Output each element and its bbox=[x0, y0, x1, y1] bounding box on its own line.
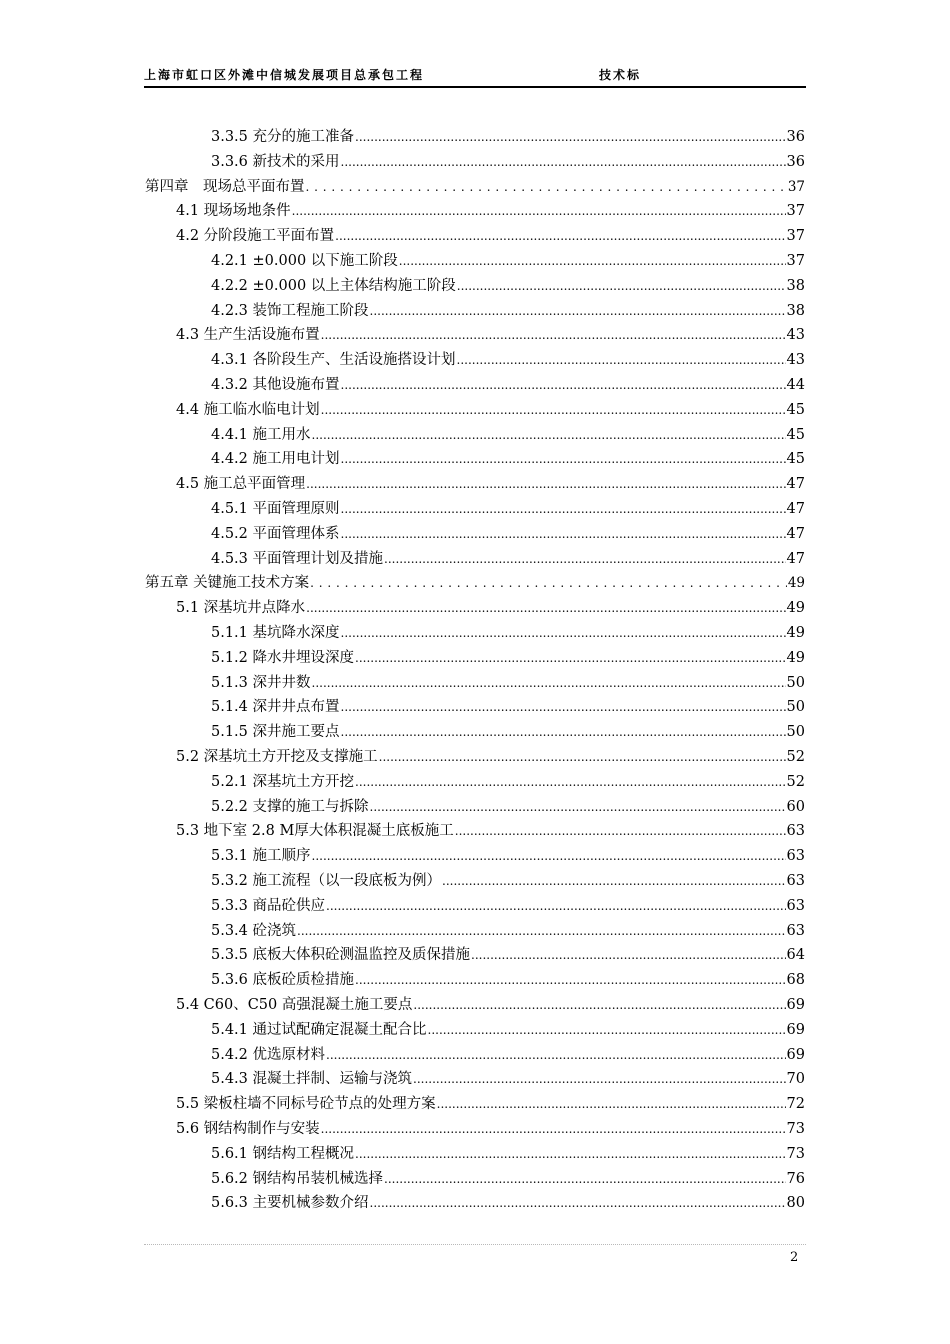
toc-subsection-entry[interactable] bbox=[211, 249, 805, 273]
toc-subsection-entry[interactable] bbox=[211, 1043, 805, 1067]
toc-entry-page: 52 bbox=[786, 773, 805, 790]
toc-subsection-entry[interactable] bbox=[211, 720, 805, 744]
toc-dot-leader bbox=[341, 447, 786, 471]
toc-dot-leader bbox=[428, 1018, 786, 1042]
toc-entry-page: 49 bbox=[786, 600, 805, 617]
toc-subsection-entry[interactable] bbox=[211, 423, 805, 447]
toc-entry-page: 73 bbox=[786, 1121, 805, 1137]
toc-entry-title: 5.2.1 深基坑土方开挖 bbox=[211, 773, 355, 790]
toc-entry-title: 4.2.2 ±0.000 以上主体结构施工阶段 bbox=[211, 277, 456, 294]
toc-dot-leader bbox=[341, 150, 786, 174]
toc-subsection-entry[interactable] bbox=[211, 695, 805, 719]
toc-entry-title: 4.5.1 平面管理原则 bbox=[211, 501, 340, 517]
toc-entry-title: 5.6.1 钢结构工程概况 bbox=[211, 1145, 355, 1162]
toc-entry-title: 4.1 现场场地条件 bbox=[176, 203, 291, 220]
toc-subsection-entry[interactable] bbox=[211, 968, 805, 992]
toc-dot-leader bbox=[297, 919, 786, 943]
toc-subsection-entry[interactable] bbox=[211, 671, 805, 695]
page-number: 2 bbox=[790, 1250, 799, 1265]
toc-entry-page: 63 bbox=[786, 848, 805, 865]
toc-entry-title: 5.4 C60、C50 高强混凝土施工要点 bbox=[176, 997, 413, 1013]
toc-dot-leader bbox=[370, 1191, 786, 1215]
toc-entry-page: 80 bbox=[786, 1195, 805, 1212]
toc-entry-title: 5.2 深基坑土方开挖及支撑施工 bbox=[176, 749, 378, 765]
toc-dot-leader bbox=[384, 1167, 786, 1191]
toc-entry-title: 5.1.1 基坑降水深度 bbox=[211, 625, 340, 641]
toc-entry-page: 52 bbox=[786, 749, 805, 765]
header-document-type: 技术标 bbox=[599, 68, 642, 82]
toc-entry-title: 5.3.1 施工顺序 bbox=[211, 848, 311, 865]
toc-entry-title: 5.4.2 优选原材料 bbox=[211, 1046, 326, 1063]
toc-entry-title: 4.5 施工总平面管理 bbox=[176, 476, 306, 493]
toc-dot-leader bbox=[310, 571, 787, 595]
toc-entry-page: 73 bbox=[786, 1145, 805, 1162]
toc-entry-page: 36 bbox=[786, 153, 805, 170]
toc-entry-page: 63 bbox=[786, 897, 805, 914]
toc-subsection-entry[interactable] bbox=[211, 348, 805, 372]
toc-subsection-entry[interactable] bbox=[211, 274, 805, 298]
toc-dot-leader bbox=[355, 770, 786, 794]
toc-entry-page: 63 bbox=[786, 873, 805, 889]
toc-entry-title: 4.2.3 装饰工程施工阶段 bbox=[211, 302, 369, 319]
toc-subsection-entry[interactable] bbox=[211, 795, 805, 819]
toc-entry-page: 63 bbox=[786, 922, 805, 939]
toc-dot-leader bbox=[326, 894, 786, 918]
toc-entry-page: 69 bbox=[786, 1021, 805, 1038]
toc-entry-page: 76 bbox=[786, 1170, 805, 1187]
toc-entry-page: 47 bbox=[786, 476, 805, 493]
toc-dot-leader bbox=[321, 398, 786, 422]
toc-subsection-entry[interactable] bbox=[211, 1018, 805, 1042]
toc-section-entry[interactable] bbox=[176, 1092, 805, 1116]
toc-section-entry[interactable] bbox=[176, 819, 805, 843]
toc-section-entry[interactable] bbox=[176, 224, 805, 248]
toc-entry-title: 3.3.5 充分的施工准备 bbox=[211, 129, 355, 145]
toc-subsection-entry[interactable] bbox=[211, 150, 805, 174]
toc-entry-title: 4.2.1 ±0.000 以下施工阶段 bbox=[211, 253, 398, 269]
toc-entry-title: 4.5.2 平面管理体系 bbox=[211, 525, 340, 542]
toc-subsection-entry[interactable] bbox=[211, 1167, 805, 1191]
toc-subsection-entry[interactable] bbox=[211, 447, 805, 471]
toc-chapter-entry[interactable] bbox=[145, 175, 805, 199]
toc-entry-page: 47 bbox=[786, 501, 805, 517]
toc-entry-title: 4.3.1 各阶段生产、生活设施搭设计划 bbox=[211, 352, 456, 369]
toc-entry-title: 5.1.5 深井施工要点 bbox=[211, 724, 340, 741]
toc-entry-title: 5.5 梁板柱墙不同标号砼节点的处理方案 bbox=[176, 1096, 436, 1113]
toc-entry-title: 4.4.1 施工用水 bbox=[211, 426, 311, 443]
toc-entry-page: 60 bbox=[786, 798, 805, 815]
toc-subsection-entry[interactable] bbox=[211, 919, 805, 943]
toc-entry-page: 38 bbox=[786, 277, 805, 294]
toc-section-entry[interactable] bbox=[176, 596, 805, 620]
toc-entry-page: 72 bbox=[786, 1096, 805, 1113]
toc-entry-title: 5.3.3 商品砼供应 bbox=[211, 897, 326, 914]
toc-entry-page: 43 bbox=[786, 352, 805, 369]
toc-subsection-entry[interactable] bbox=[211, 373, 805, 397]
toc-entry-page: 38 bbox=[786, 302, 805, 319]
toc-entry-title: 5.6.2 钢结构吊装机械选择 bbox=[211, 1170, 384, 1187]
toc-entry-title: 5.3.2 施工流程（以一段底板为例） bbox=[211, 873, 442, 889]
toc-subsection-entry[interactable] bbox=[211, 621, 805, 645]
toc-entry-title: 5.3 地下室 2.8 M厚大体积混凝土底板施工 bbox=[176, 823, 454, 840]
toc-dot-leader bbox=[312, 844, 786, 868]
toc-dot-leader bbox=[471, 943, 786, 967]
toc-section-entry[interactable] bbox=[176, 199, 805, 223]
toc-subsection-entry[interactable] bbox=[211, 1191, 805, 1215]
toc-chapter-entry[interactable] bbox=[145, 571, 805, 595]
toc-dot-leader bbox=[455, 819, 786, 843]
toc-dot-leader bbox=[341, 720, 786, 744]
toc-subsection-entry[interactable] bbox=[211, 125, 805, 149]
toc-entry-title: 4.2 分阶段施工平面布置 bbox=[176, 228, 335, 245]
toc-dot-leader bbox=[312, 423, 786, 447]
toc-subsection-entry[interactable] bbox=[211, 547, 805, 571]
toc-entry-page: 45 bbox=[786, 401, 805, 418]
toc-entry-title: 5.1.4 深井井点布置 bbox=[211, 699, 340, 716]
toc-entry-page: 49 bbox=[787, 575, 805, 592]
toc-entry-page: 37 bbox=[786, 203, 805, 220]
toc-dot-leader bbox=[306, 175, 787, 199]
toc-entry-title: 4.4 施工临水临电计划 bbox=[176, 401, 320, 418]
toc-subsection-entry[interactable] bbox=[211, 844, 805, 868]
toc-section-entry[interactable] bbox=[176, 323, 805, 347]
toc-dot-leader bbox=[341, 497, 786, 521]
toc-subsection-entry[interactable] bbox=[211, 299, 805, 323]
toc-dot-leader bbox=[437, 1092, 786, 1116]
toc-entry-page: 37 bbox=[786, 253, 805, 269]
toc-entry-title: 4.5.3 平面管理计划及措施 bbox=[211, 550, 384, 567]
toc-entry-page: 36 bbox=[786, 129, 805, 145]
toc-entry-page: 50 bbox=[786, 724, 805, 741]
toc-dot-leader bbox=[379, 745, 786, 769]
toc-dot-leader bbox=[413, 1067, 786, 1091]
toc-subsection-entry[interactable] bbox=[211, 1067, 805, 1091]
toc-entry-title: 5.6 钢结构制作与安装 bbox=[176, 1121, 320, 1137]
toc-subsection-entry[interactable] bbox=[211, 894, 805, 918]
toc-dot-leader bbox=[326, 1043, 786, 1067]
toc-dot-leader bbox=[321, 323, 786, 347]
toc-entry-page: 69 bbox=[786, 1046, 805, 1063]
toc-entry-page: 47 bbox=[786, 525, 805, 542]
toc-entry-page: 50 bbox=[786, 699, 805, 716]
toc-section-entry[interactable] bbox=[176, 472, 805, 496]
toc-dot-leader bbox=[399, 249, 786, 273]
toc-subsection-entry[interactable] bbox=[211, 522, 805, 546]
toc-entry-title: 5.4.1 通过试配确定混凝土配合比 bbox=[211, 1021, 427, 1038]
toc-dot-leader bbox=[312, 671, 786, 695]
toc-section-entry[interactable] bbox=[176, 745, 805, 769]
toc-entry-title: 4.3 生产生活设施布置 bbox=[176, 327, 320, 344]
toc-entry-title: 第四章 现场总平面布置 bbox=[145, 178, 305, 195]
toc-entry-title: 第五章 关键施工技术方案 bbox=[145, 575, 310, 592]
toc-entry-page: 49 bbox=[786, 625, 805, 641]
toc-dot-leader bbox=[457, 348, 786, 372]
toc-dot-leader bbox=[341, 695, 786, 719]
toc-entry-title: 5.2.2 支撑的施工与拆除 bbox=[211, 798, 369, 815]
toc-dot-leader bbox=[321, 1117, 786, 1141]
toc-dot-leader bbox=[335, 224, 785, 248]
toc-dot-leader bbox=[355, 125, 786, 149]
footer-divider bbox=[144, 1244, 806, 1245]
toc-entry-page: 68 bbox=[786, 972, 805, 989]
toc-dot-leader bbox=[355, 1142, 786, 1166]
toc-dot-leader bbox=[413, 993, 785, 1017]
toc-entry-title: 5.1.3 深井井数 bbox=[211, 674, 311, 691]
toc-entry-page: 64 bbox=[786, 947, 805, 964]
toc-entry-page: 43 bbox=[786, 327, 805, 344]
toc-entry-page: 45 bbox=[786, 451, 805, 468]
toc-entry-page: 37 bbox=[786, 228, 805, 245]
toc-entry-title: 3.3.6 新技术的采用 bbox=[211, 153, 340, 170]
toc-dot-leader bbox=[457, 274, 786, 298]
toc-entry-title: 5.4.3 混凝土拌制、运输与浇筑 bbox=[211, 1071, 413, 1088]
toc-dot-leader bbox=[306, 472, 785, 496]
toc-entry-page: 45 bbox=[786, 426, 805, 443]
toc-subsection-entry[interactable] bbox=[211, 497, 805, 521]
toc-entry-page: 63 bbox=[786, 823, 805, 840]
toc-entry-title: 5.3.5 底板大体积砼测温监控及质保措施 bbox=[211, 947, 471, 964]
toc-section-entry[interactable] bbox=[176, 398, 805, 422]
toc-entry-page: 44 bbox=[786, 377, 805, 393]
toc-subsection-entry[interactable] bbox=[211, 770, 805, 794]
toc-dot-leader bbox=[370, 299, 786, 323]
toc-subsection-entry[interactable] bbox=[211, 646, 805, 670]
toc-dot-leader bbox=[442, 869, 786, 893]
toc-entry-title: 4.3.2 其他设施布置 bbox=[211, 377, 340, 393]
toc-subsection-entry[interactable] bbox=[211, 1142, 805, 1166]
toc-dot-leader bbox=[355, 646, 786, 670]
toc-dot-leader bbox=[306, 596, 785, 620]
toc-dot-leader bbox=[384, 547, 786, 571]
toc-subsection-entry[interactable] bbox=[211, 943, 805, 967]
toc-entry-page: 49 bbox=[786, 649, 805, 666]
toc-entry-title: 5.3.6 底板砼质检措施 bbox=[211, 972, 355, 989]
toc-entry-page: 50 bbox=[786, 674, 805, 691]
page-header bbox=[144, 66, 806, 88]
toc-dot-leader bbox=[341, 373, 786, 397]
toc-entry-page: 37 bbox=[787, 178, 805, 195]
toc-entry-title: 5.1 深基坑井点降水 bbox=[176, 600, 306, 617]
toc-entry-title: 5.3.4 砼浇筑 bbox=[211, 922, 297, 939]
toc-entry-page: 70 bbox=[786, 1071, 805, 1088]
toc-entry-page: 69 bbox=[786, 997, 805, 1013]
toc-dot-leader bbox=[370, 795, 786, 819]
toc-entry-title: 5.1.2 降水井埋设深度 bbox=[211, 649, 355, 666]
header-project-title: 上海市虹口区外滩中信城发展项目总承包工程 bbox=[144, 68, 425, 82]
toc-dot-leader bbox=[355, 968, 786, 992]
toc-dot-leader bbox=[292, 199, 786, 223]
toc-section-entry[interactable] bbox=[176, 993, 805, 1017]
toc-entry-title: 4.4.2 施工用电计划 bbox=[211, 451, 340, 468]
toc-entry-title: 5.6.3 主要机械参数介绍 bbox=[211, 1195, 369, 1212]
toc-entry-page: 47 bbox=[786, 550, 805, 567]
toc-subsection-entry[interactable] bbox=[211, 869, 805, 893]
toc-dot-leader bbox=[341, 522, 786, 546]
toc-dot-leader bbox=[341, 621, 786, 645]
toc-section-entry[interactable] bbox=[176, 1117, 805, 1141]
